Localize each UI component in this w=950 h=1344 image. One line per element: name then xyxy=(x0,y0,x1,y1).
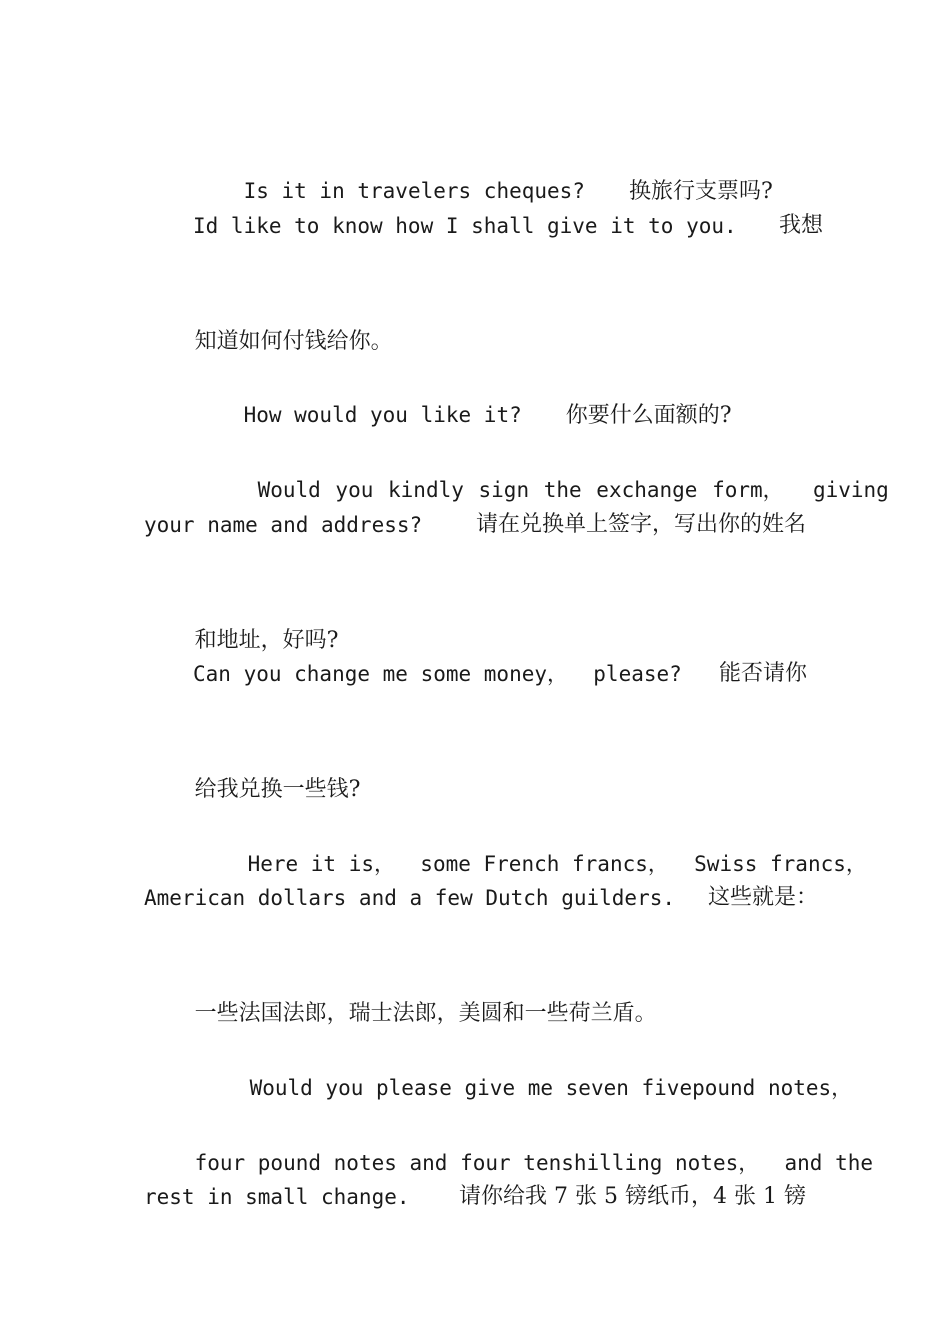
text-line-13 xyxy=(199,1028,853,1100)
chinese-text: 这些就是： xyxy=(707,885,818,910)
english-text: Can you change me some money， please? xyxy=(193,662,682,686)
text-line-2 xyxy=(193,206,823,246)
chinese-text: 给我兑换一些钱? xyxy=(194,777,361,802)
english-text: Would you please give me seven fivepound notes， xyxy=(249,1076,853,1100)
chinese-text: 请你给我 7 张 5 镑纸币，4 张 1 镑 xyxy=(459,1184,806,1209)
text-line-9 xyxy=(144,729,824,802)
english-text: rest in small change. xyxy=(144,1185,410,1209)
text-line-8 xyxy=(193,654,807,694)
english-text: American dollars and a few Dutch guilders. xyxy=(144,886,676,910)
english-text: four pound notes and four tenshilling notes， and the xyxy=(194,1151,874,1175)
english-text: Here it is， some French francs， Swiss francs， xyxy=(247,852,867,876)
chinese-text: 一些法国法郎，瑞士法郎，美圆和一些荷兰盾。 xyxy=(194,1001,657,1026)
chinese-text: 知道如何付钱给你。 xyxy=(194,329,393,354)
chinese-text: 你要什么面额的? xyxy=(565,403,732,428)
text-line-12 xyxy=(144,953,824,1026)
text-line-11 xyxy=(144,878,818,918)
text-line-5 xyxy=(199,430,889,502)
chinese-text: 能否请你 xyxy=(718,661,807,686)
text-line-14 xyxy=(144,1103,874,1175)
text-line-15 xyxy=(144,1177,806,1217)
english-text: How would you like it? xyxy=(243,403,522,427)
text-line-6 xyxy=(144,505,806,545)
text-line-1 xyxy=(193,131,823,204)
english-text: Would you kindly sign the exchange form， giving xyxy=(257,478,889,502)
chinese-text: 和地址，好吗? xyxy=(194,628,339,653)
english-text: your name and address? xyxy=(144,513,423,537)
english-text: Id like to know how I shall give it to you. xyxy=(193,214,737,238)
text-line-10 xyxy=(197,804,867,876)
chinese-text: 换旅行支票吗? xyxy=(628,179,773,204)
chinese-text: 请在兑换单上签字，写出你的姓名 xyxy=(475,512,806,537)
english-text: Is it in travelers cheques? xyxy=(243,179,585,203)
text-line-4 xyxy=(193,355,823,428)
text-line-3 xyxy=(144,281,824,354)
text-line-7 xyxy=(144,580,824,653)
chinese-text: 我想 xyxy=(778,213,823,238)
